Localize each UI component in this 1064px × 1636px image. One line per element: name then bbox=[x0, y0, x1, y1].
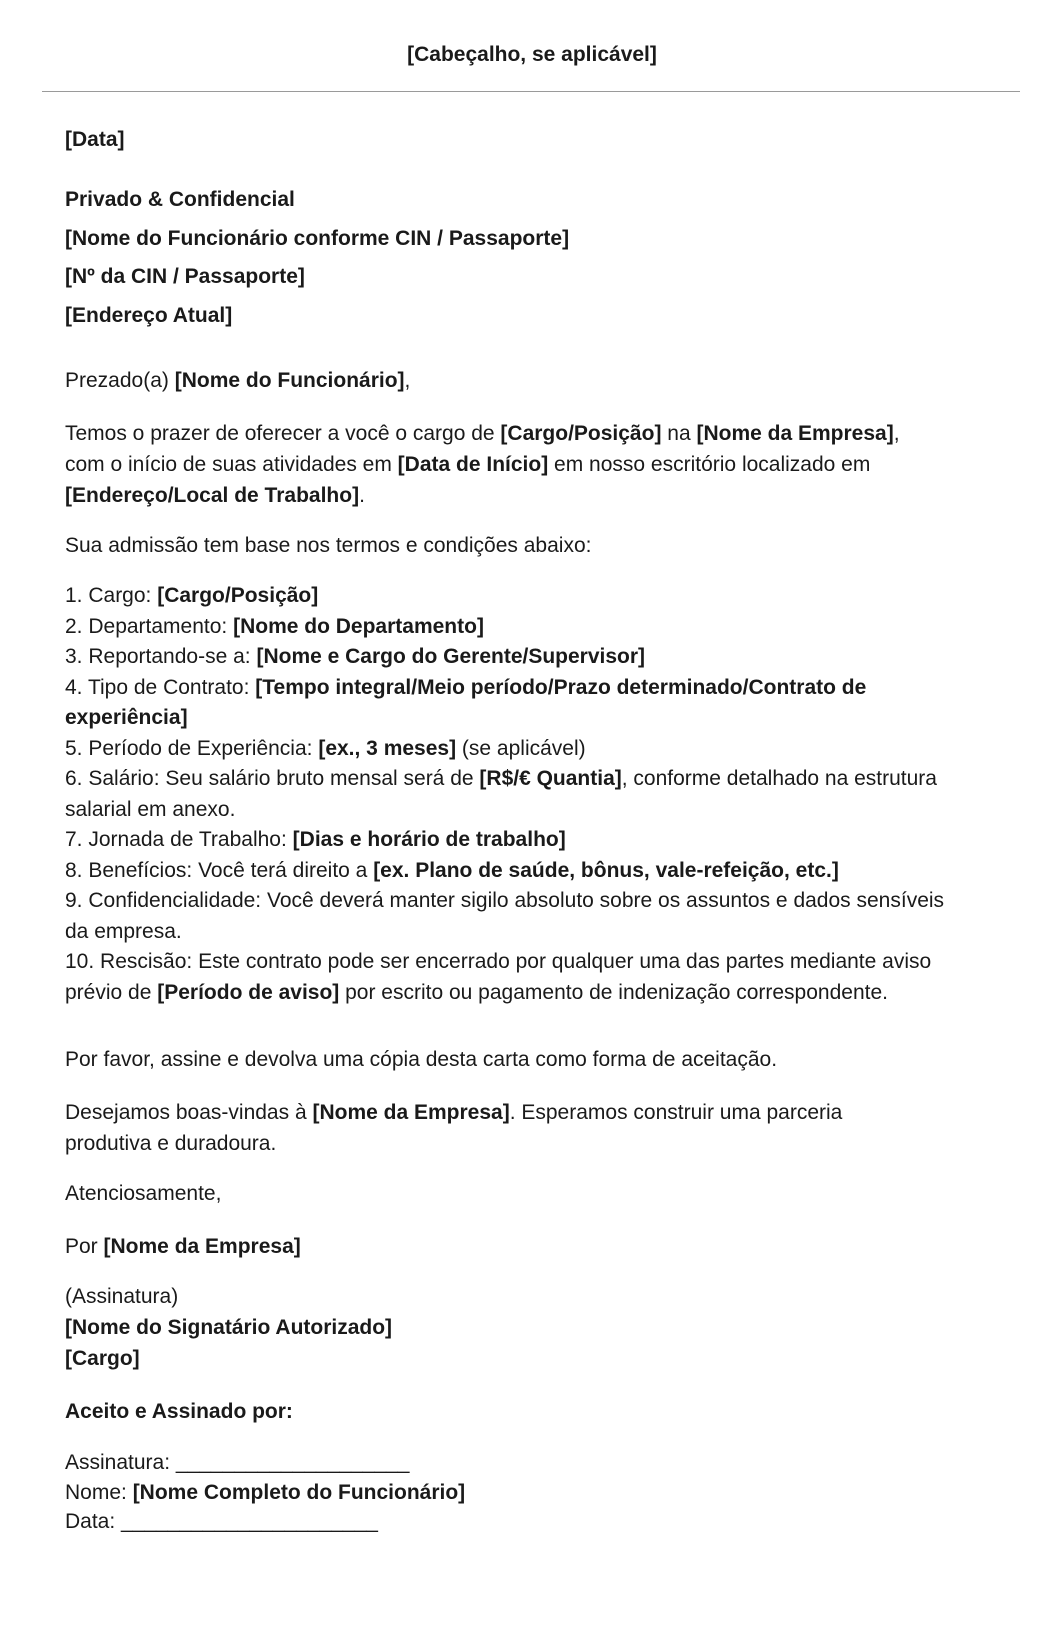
signature-label: Assinatura: bbox=[65, 1451, 176, 1474]
recipient-block bbox=[65, 181, 985, 335]
term-label: 4. Tipo de Contrato: bbox=[65, 675, 256, 699]
intro-text: . bbox=[359, 484, 365, 507]
by-company bbox=[65, 1231, 985, 1262]
signature-line: ____________________ bbox=[175, 1451, 410, 1474]
list-item bbox=[65, 825, 995, 856]
salutation-prefix: Prezado(a) bbox=[65, 369, 175, 392]
acceptance-request: Por favor, assine e devolva uma cópia desta carta como forma de aceitação. bbox=[65, 1048, 778, 1071]
term-label: 7. Jornada de Trabalho: bbox=[65, 828, 293, 851]
intro-text: Temos o prazer de oferecer a você o cargo de bbox=[65, 422, 501, 445]
list-item bbox=[65, 734, 995, 765]
list-item bbox=[65, 612, 995, 643]
welcome-text: . Esperamos construir uma parceria produtiva e duradoura. bbox=[65, 1101, 843, 1155]
welcome-company: [Nome da Empresa] bbox=[312, 1101, 510, 1124]
letter-date: [Data] bbox=[65, 128, 125, 151]
term-label: 10. Rescisão: Este contrato pode ser encerrado por qualquer uma das partes mediante aviso prévio de bbox=[65, 950, 932, 1004]
term-value: [Nome e Cargo do Gerente/Supervisor] bbox=[256, 645, 646, 668]
page-header: [Cabeçalho, se aplicável] bbox=[407, 43, 657, 66]
list-item bbox=[65, 642, 995, 673]
term-label: 5. Período de Experiência: bbox=[65, 736, 319, 760]
signatory-name: [Nome do Signatário Autorizado] bbox=[65, 1316, 393, 1339]
list-item: 9. Confidencialidade: Você deverá manter sigilo absoluto sobre os assuntos e dados sensíveis da empresa. bbox=[65, 889, 945, 943]
signature-placeholder: (Assinatura) bbox=[65, 1285, 179, 1308]
accepted-title: Aceito e Assinado por: bbox=[65, 1400, 293, 1423]
closing: Atenciosamente, bbox=[65, 1182, 222, 1205]
term-label: 6. Salário: Seu salário bruto mensal será de bbox=[65, 767, 480, 790]
header-divider bbox=[42, 91, 1020, 92]
welcome-paragraph bbox=[65, 1097, 915, 1159]
list-item bbox=[65, 764, 945, 825]
term-suffix: por escrito ou pagamento de indenização correspondente. bbox=[339, 980, 888, 1004]
employee-sign-block bbox=[65, 1448, 985, 1537]
intro-paragraph bbox=[65, 418, 935, 511]
term-value: [Cargo/Posição] bbox=[157, 584, 319, 607]
employee-signature-row bbox=[65, 1448, 985, 1478]
term-value: [Nome do Departamento] bbox=[233, 614, 484, 638]
name-value: [Nome Completo do Funcionário] bbox=[132, 1480, 466, 1504]
date-label: Data: bbox=[65, 1510, 122, 1533]
salutation bbox=[65, 365, 985, 396]
welcome-text: Desejamos boas-vindas à bbox=[65, 1101, 313, 1124]
term-label: 8. Benefícios: Você terá direito a bbox=[65, 858, 374, 882]
term-suffix: (se aplicável) bbox=[456, 736, 586, 760]
term-label: 1. Cargo: bbox=[65, 584, 158, 607]
term-value: [ex. Plano de saúde, bônus, vale-refeição, etc.] bbox=[373, 858, 839, 882]
recipient-id: [Nº da CIN / Passaporte] bbox=[65, 265, 305, 288]
name-label: Nome: bbox=[65, 1480, 133, 1504]
intro-text: , com o início de suas atividades em bbox=[65, 422, 900, 476]
privacy-notice: Privado & Confidencial bbox=[65, 188, 295, 211]
list-item bbox=[65, 673, 960, 734]
employee-date-row bbox=[65, 1507, 985, 1537]
intro-text: na bbox=[661, 422, 697, 445]
term-value: [ex., 3 meses] bbox=[318, 736, 457, 760]
term-label: 3. Reportando-se a: bbox=[65, 645, 257, 668]
date-line: ______________________ bbox=[121, 1510, 378, 1533]
signatory-block bbox=[65, 1281, 985, 1374]
signatory-title: [Cargo] bbox=[65, 1347, 140, 1370]
intro-position: [Cargo/Posição] bbox=[500, 422, 662, 445]
salutation-suffix: , bbox=[404, 369, 411, 392]
salutation-name: [Nome do Funcionário] bbox=[174, 369, 405, 392]
term-value: [Tempo integral/Meio período/Prazo determinado/Contrato de experiência] bbox=[65, 675, 867, 729]
intro-company: [Nome da Empresa] bbox=[696, 422, 894, 445]
list-item bbox=[65, 581, 995, 612]
term-value: [Período de aviso] bbox=[157, 980, 340, 1004]
intro-start-date: [Data de Início] bbox=[397, 453, 549, 476]
intro-workplace: [Endereço/Local de Trabalho] bbox=[65, 484, 360, 507]
terms-intro: Sua admissão tem base nos termos e condições abaixo: bbox=[65, 534, 592, 557]
term-label: 2. Departamento: bbox=[65, 614, 234, 638]
list-item bbox=[65, 947, 965, 1008]
term-value: [R$/€ Quantia] bbox=[479, 767, 622, 790]
recipient-address: [Endereço Atual] bbox=[65, 303, 233, 327]
intro-text: em nosso escritório localizado em bbox=[548, 453, 871, 476]
terms-list bbox=[65, 581, 995, 1008]
by-prefix: Por bbox=[65, 1235, 104, 1258]
list-item bbox=[65, 856, 995, 887]
by-company-name: [Nome da Empresa] bbox=[103, 1235, 301, 1258]
term-value: [Dias e horário de trabalho] bbox=[292, 828, 566, 851]
employee-name-row bbox=[65, 1478, 985, 1508]
term-suffix: , conforme detalhado na estrutura salarial em anexo. bbox=[65, 767, 937, 821]
recipient-name: [Nome do Funcionário conforme CIN / Passaporte] bbox=[65, 226, 570, 250]
